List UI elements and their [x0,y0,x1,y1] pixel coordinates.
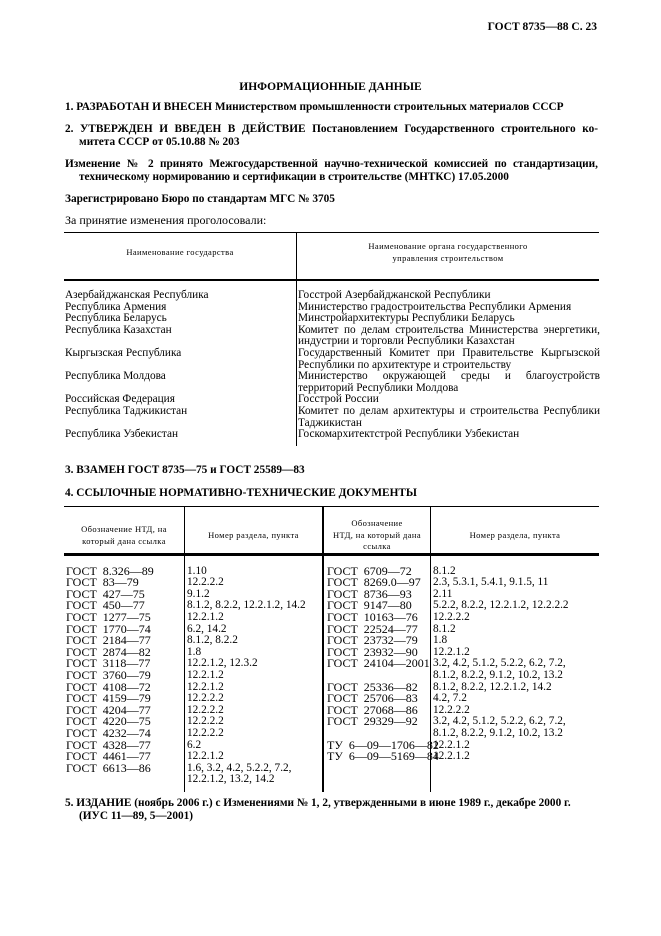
section-line: 8.1.2, 8.2.2 [187,634,238,647]
section-numbers [187,692,224,704]
organ-name [298,324,600,347]
section-numbers [187,681,224,693]
section-line: 12.2.1.2 [433,750,470,763]
item-2 [65,123,598,135]
section-numbers [433,588,452,600]
doc-designation: ГОСТ 2874—82 [66,644,151,659]
section-numbers [433,681,552,693]
organ-line: Таджикистан [298,416,362,429]
change-line-1: Изменение № 2 принято Межгосударственной научно-технической комиссией по стандартизации, [65,158,598,170]
section-line: 2.3, 5.3.1, 5.4.1, 9.1.5, 11 [433,576,549,589]
section-line: 5.2.2, 8.2.2, 12.2.1.2, 12.2.2.2 [433,599,569,612]
organ-line: Министерство окружающей среды и благоустройств [298,370,600,383]
doc-designation: ГОСТ 6613—86 [66,760,151,775]
section-line: 12.2.1.2 [187,668,224,681]
section-numbers [433,611,470,623]
item-4: 4. ССЫЛОЧНЫЕ НОРМАТИВНО-ТЕХНИЧЕСКИЕ ДОКУМЕНТЫ [65,487,417,499]
section-line: 12.2.1.2, 12.3.2 [187,657,258,670]
doc-designation: ТУ 6—09—5169—84 [327,749,439,764]
doc-designation: ГОСТ 4159—79 [66,691,151,706]
organ-name [298,312,600,324]
section-numbers [187,669,224,681]
section-line: 1.10 [187,564,207,577]
doc-designation: ГОСТ 4204—77 [66,702,151,717]
header-line: управления строительством [392,252,504,263]
organ-line: Республики по архитектуре и строительству [298,358,512,371]
section-numbers [187,599,306,611]
section-line: 8.1.2 [433,564,456,577]
section-line: 6.2, 14.2 [187,622,227,635]
change-line-2: техническому нормированию и сертификации в строительстве (МНТКС) 17.05.2000 [79,171,509,183]
header-line: который дана ссылка [82,535,166,546]
section-numbers [187,704,224,716]
doc-designation: ГОСТ 8.326—89 [66,563,154,578]
section-line: 8.1.2, 8.2.2, 9.1.2, 10.2, 13.2 [433,726,563,739]
organ-line: Госстрой Азербайджанской Республики [298,289,491,301]
section-line: 1.6, 3.2, 4.2, 5.2.2, 7.2, [187,761,292,774]
section-line: 12.2.1.2 [187,750,224,763]
doc-designation: ГОСТ 1770—74 [66,621,151,636]
section-line: 8.1.2, 8.2.2, 12.2.1.2, 14.2 [187,599,306,612]
item-5-line-1: 5. ИЗДАНИЕ (ноябрь 2006 г.) с Изменениями № 1, 2, утвержденными в июне 1989 г., декабре 2000 г. [65,797,571,809]
doc-designation: ГОСТ 24104—2001 [327,656,430,671]
organ-line: территорий Республики Молдова [298,381,459,394]
organ-line: Комитет по делам архитектуры и строительства Республики [298,405,600,417]
state-name: Республика Беларусь [65,312,167,325]
header-line: ссылка [363,541,391,552]
organ-line: Государственный Комитет при Правительстве Кыргызской [298,347,600,359]
state-name: Азербайджанская Республика [65,289,209,301]
header-line: Обозначение [351,518,403,528]
organ-line: Госстрой России [298,393,379,406]
doc-designation: ГОСТ 3760—79 [66,667,151,682]
section-line: 8.1.2, 8.2.2, 12.2.1.2, 14.2 [433,680,552,693]
doc-designation: ГОСТ 8269.0—97 [327,575,421,590]
section-numbers [187,646,201,658]
section-numbers [433,704,470,716]
section-line: 3.2, 4.2, 5.1.2, 5.2.2, 6.2, 7.2, [433,715,566,728]
section-numbers [433,692,467,704]
section-numbers [187,565,207,577]
organ-line: Министерство градостроительства Республики Армения [298,300,572,313]
table-rule [64,506,599,507]
doc-designation: ГОСТ 23932—90 [327,644,418,659]
section-line: 6.2 [187,738,202,751]
section-numbers [433,634,447,646]
item-2-cont: митета СССР от 05.10.88 № 203 [79,136,240,148]
organ-name [298,347,600,370]
organ-line: Минстройархитектуры Республики Беларусь [298,312,515,325]
state-name: Республика Таджикистан [65,405,188,417]
table-divider [184,506,185,792]
item-5-line-2: (ИУС 11—89, 5—2001) [79,810,194,822]
doc-designation: ГОСТ 25336—82 [327,679,418,694]
table-rule [64,232,599,233]
section-line: 8.1.2 [433,622,456,635]
section-line: 9.1.2 [187,587,210,600]
section-line: 12.2.1.2 [187,610,224,623]
refs-right-items-header: Номер раздела, пункта [469,530,561,540]
organ-line: Госкомархитектстрой Республики Узбекистан [298,428,520,441]
doc-designation: ГОСТ 9147—80 [327,598,412,613]
item-2-text: Постановлением Государственного строительного ко- [312,123,598,135]
state-name: Республика Армения [65,300,167,313]
section-line: 12.2.1.2 [433,645,470,658]
section-line: 1.8 [433,634,448,647]
section-line: 12.2.2.2 [187,576,224,589]
header-line: Обозначение НТД, на [81,524,167,534]
section-numbers [433,646,470,658]
doc-designation: ТУ 6—09—1706—82 [327,737,439,752]
section-numbers [433,565,456,577]
section-numbers [187,576,224,588]
refs-right-doc-header [324,517,430,552]
section-line: 4.2, 7.2 [433,692,467,705]
section-line: 12.2.1.2 [433,738,470,751]
section-line: 12.2.2.2 [433,610,470,623]
organ-line: Комитет по делам строительства Министерства энергетики, [298,323,600,336]
section-title: ИНФОРМАЦИОННЫЕ ДАННЫЕ [239,81,422,93]
registered: Зарегистрировано Бюро по стандартам МГС № 3705 [65,193,335,205]
organ-name [298,393,600,405]
refs-left-items-header: Номер раздела, пункта [208,530,299,540]
section-line: 12.2.2.2 [433,703,470,716]
doc-designation: ГОСТ 450—77 [66,598,145,613]
doc-designation: ГОСТ 427—75 [66,586,145,601]
item-2-label: 2. УТВЕРЖДЕН И ВВЕДЕН В ДЕЙСТВИЕ [65,123,306,135]
table-rule [64,553,599,556]
header-line: Наименование органа государственного [368,241,528,251]
section-line: 12.2.2.2 [187,703,224,716]
state-name: Республика Молдова [65,370,166,383]
item-1 [65,101,598,113]
section-line: 12.2.2.2 [187,726,224,739]
organ-line: индустрии и торговли Республики Казахстан [298,335,515,348]
doc-designation: ГОСТ 3118—77 [66,656,151,671]
section-numbers [187,762,292,785]
section-numbers [187,623,227,635]
refs-left-doc-header [64,523,184,546]
section-numbers [433,576,548,588]
section-line: 12.2.1.2, 13.2, 14.2 [187,773,275,786]
doc-designation: ГОСТ 8736—93 [327,586,412,601]
section-numbers [433,599,569,611]
doc-designation: ГОСТ 83—79 [66,575,139,590]
section-numbers [187,634,238,646]
doc-designation: ГОСТ 4108—72 [66,679,151,694]
section-line: 2.11 [433,587,453,600]
section-numbers [187,588,210,600]
header-line: НТД, на который дана [332,529,422,540]
section-line: 1.8 [187,645,202,658]
section-line: 12.2.2.2 [187,715,224,728]
organ-name [298,428,600,440]
doc-designation: ГОСТ 4220—75 [66,714,151,729]
section-numbers [433,750,470,762]
organ-name [298,289,600,301]
section-numbers [187,727,224,739]
doc-designation: ГОСТ 22524—77 [327,621,418,636]
doc-designation: ГОСТ 2184—77 [66,633,151,648]
item-3: 3. ВЗАМЕН ГОСТ 8735—75 и ГОСТ 25589—83 [65,464,305,476]
item-1-text: Министерством промышленности строительных материалов СССР [214,101,564,113]
votes-col1-header: Наименование государства [126,247,234,257]
voted-label: За принятие изменения проголосовали: [65,213,267,227]
doc-designation: ГОСТ 25706—83 [327,691,418,706]
doc-designation: ГОСТ 6709—72 [327,563,412,578]
state-name: Кыргызская Республика [65,347,182,359]
page-header: ГОСТ 8735—88 С. 23 [487,21,597,33]
doc-designation: ГОСТ 29329—92 [327,714,418,729]
section-numbers [187,657,258,669]
section-line: 12.2.1.2 [187,680,224,693]
table-divider [296,232,297,446]
doc-designation: ГОСТ 27068—86 [327,702,418,717]
section-numbers [433,623,456,635]
section-numbers [187,739,201,751]
section-line: 8.1.2, 8.2.2, 9.1.2, 10.2, 13.2 [433,668,563,681]
section-numbers [187,715,224,727]
doc-designation: ГОСТ 4328—77 [66,737,151,752]
votes-col2-header [297,240,599,263]
state-name: Российская Федерация [65,393,175,406]
doc-designation: ГОСТ 4232—74 [66,725,151,740]
section-numbers [187,611,224,623]
table-rule [64,279,599,281]
organ-name [298,301,600,313]
section-numbers [433,657,566,680]
state-name: Республика Узбекистан [65,428,179,441]
organ-name [298,370,600,393]
doc-designation: ГОСТ 4461—77 [66,749,151,764]
doc-designation: ГОСТ 23732—79 [327,633,418,648]
state-name: Республика Казахстан [65,323,172,336]
item-1-label: 1. РАЗРАБОТАН И ВНЕСЕН [65,101,213,113]
section-line: 3.2, 4.2, 5.1.2, 5.2.2, 6.2, 7.2, [433,657,566,670]
organ-name [298,405,600,428]
section-line: 12.2.2.2 [187,692,224,705]
section-numbers [433,715,566,738]
doc-designation: ГОСТ 1277—75 [66,609,151,624]
doc-designation: ГОСТ 10163—76 [327,609,418,624]
section-numbers [187,750,224,762]
